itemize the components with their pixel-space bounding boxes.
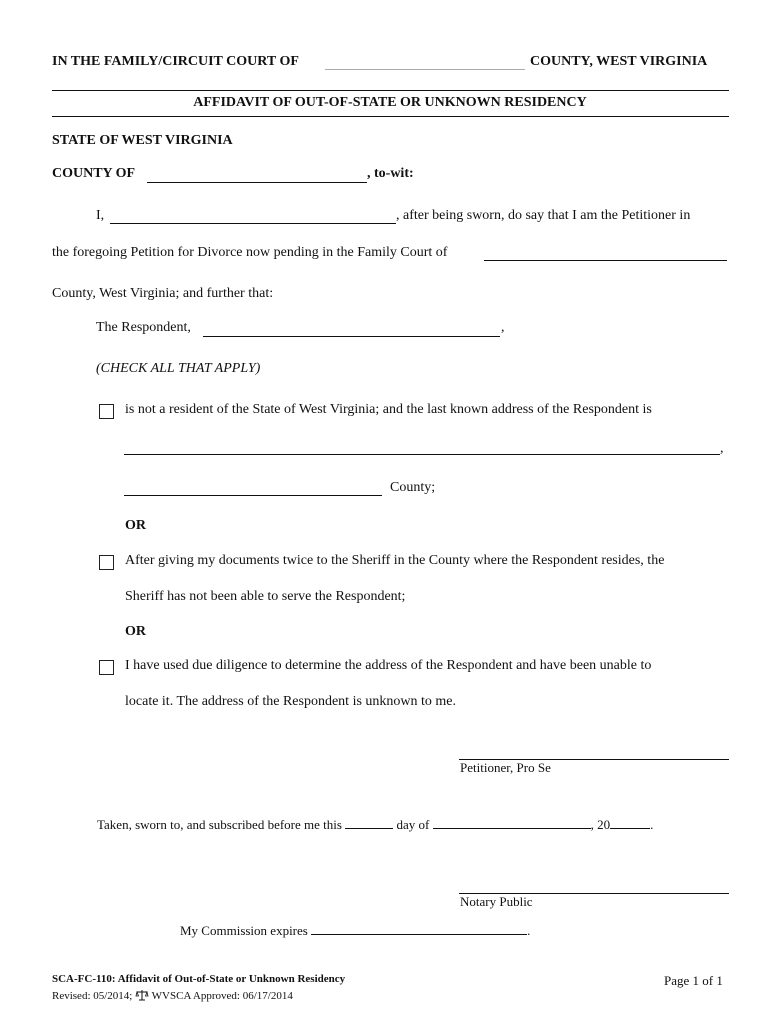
option-2-checkbox[interactable] [99,555,114,570]
footer-approved: WVSCA Approved: 06/17/2014 [151,990,293,1002]
oath-prefix: Taken, sworn to, and subscribed before me this [97,817,342,832]
family-court-field[interactable] [484,260,727,261]
venue-state: STATE OF WEST VIRGINIA [52,133,233,148]
respondent-label: The Respondent, [96,320,191,335]
page-title: AFFIDAVIT OF OUT-OF-STATE OR UNKNOWN RESIDENCY [193,95,587,110]
respondent-comma: , [501,320,505,335]
title-bottom-rule [52,116,729,117]
venue-county-field[interactable] [147,182,367,183]
address-comma: , [720,441,724,456]
respondent-name-field[interactable] [203,336,500,337]
footer-revised: Revised: 05/2014; [52,990,133,1002]
oath-day-label: day of [396,817,430,832]
oath-line [97,816,653,833]
oath-year-prefix: , 20 [590,817,611,832]
or-label-1: OR [125,518,146,533]
oath-period: . [650,817,654,832]
court-county-field[interactable] [325,69,525,70]
last-address-field[interactable] [124,454,720,455]
oath-day-field[interactable] [345,816,393,829]
option-3-line-1: I have used due diligence to determine the address of the Respondent and have been unable to [125,658,652,673]
petitioner-label: Petitioner, Pro Se [460,760,551,775]
notary-label: Notary Public [460,894,533,909]
address-county-label: County; [390,480,436,495]
petition-text: the foregoing Petition for Divorce now pending in the Family Court of [52,245,448,260]
page-number: Page 1 of 1 [664,973,723,988]
option-2-line-2: Sheriff has not been able to serve the Respondent; [125,589,406,604]
footer-form-id: SCA-FC-110: Affidavit of Out-of-State or Unknown Residency [52,973,346,985]
commission-date-field[interactable] [311,922,527,935]
county-text: County, West Virginia; and further that: [52,286,274,301]
commission-line [180,922,530,939]
option-3-line-2: locate it. The address of the Respondent is unknown to me. [125,694,457,709]
commission-label: My Commission expires [180,923,308,938]
sworn-text: , after being sworn, do say that I am the Petitioner in [396,208,691,223]
affiant-i-label: I, [96,208,105,223]
address-county-field[interactable] [124,495,382,496]
affiant-name-field[interactable] [110,223,396,224]
venue-to-wit: , to-wit: [367,166,414,181]
option-2-line-1: After giving my documents twice to the Sheriff in the County where the Respondent resides, the [125,553,665,568]
title-top-rule [52,90,729,91]
court-suffix: COUNTY, WEST VIRGINIA [530,54,708,69]
option-3-checkbox[interactable] [99,660,114,675]
option-1-checkbox[interactable] [99,404,114,419]
check-all-instruction: (CHECK ALL THAT APPLY) [96,361,261,376]
oath-month-field[interactable] [433,816,591,829]
footer-revised-line [52,989,293,1004]
option-1-text: is not a resident of the State of West Virginia; and the last known address of the Respondent is [125,402,652,417]
scales-of-justice-icon [135,989,149,1004]
oath-year-field[interactable] [610,816,650,829]
or-label-2: OR [125,624,146,639]
court-prefix: IN THE FAMILY/CIRCUIT COURT OF [52,54,299,69]
commission-period: . [527,923,531,938]
venue-county-label: COUNTY OF [52,166,136,181]
